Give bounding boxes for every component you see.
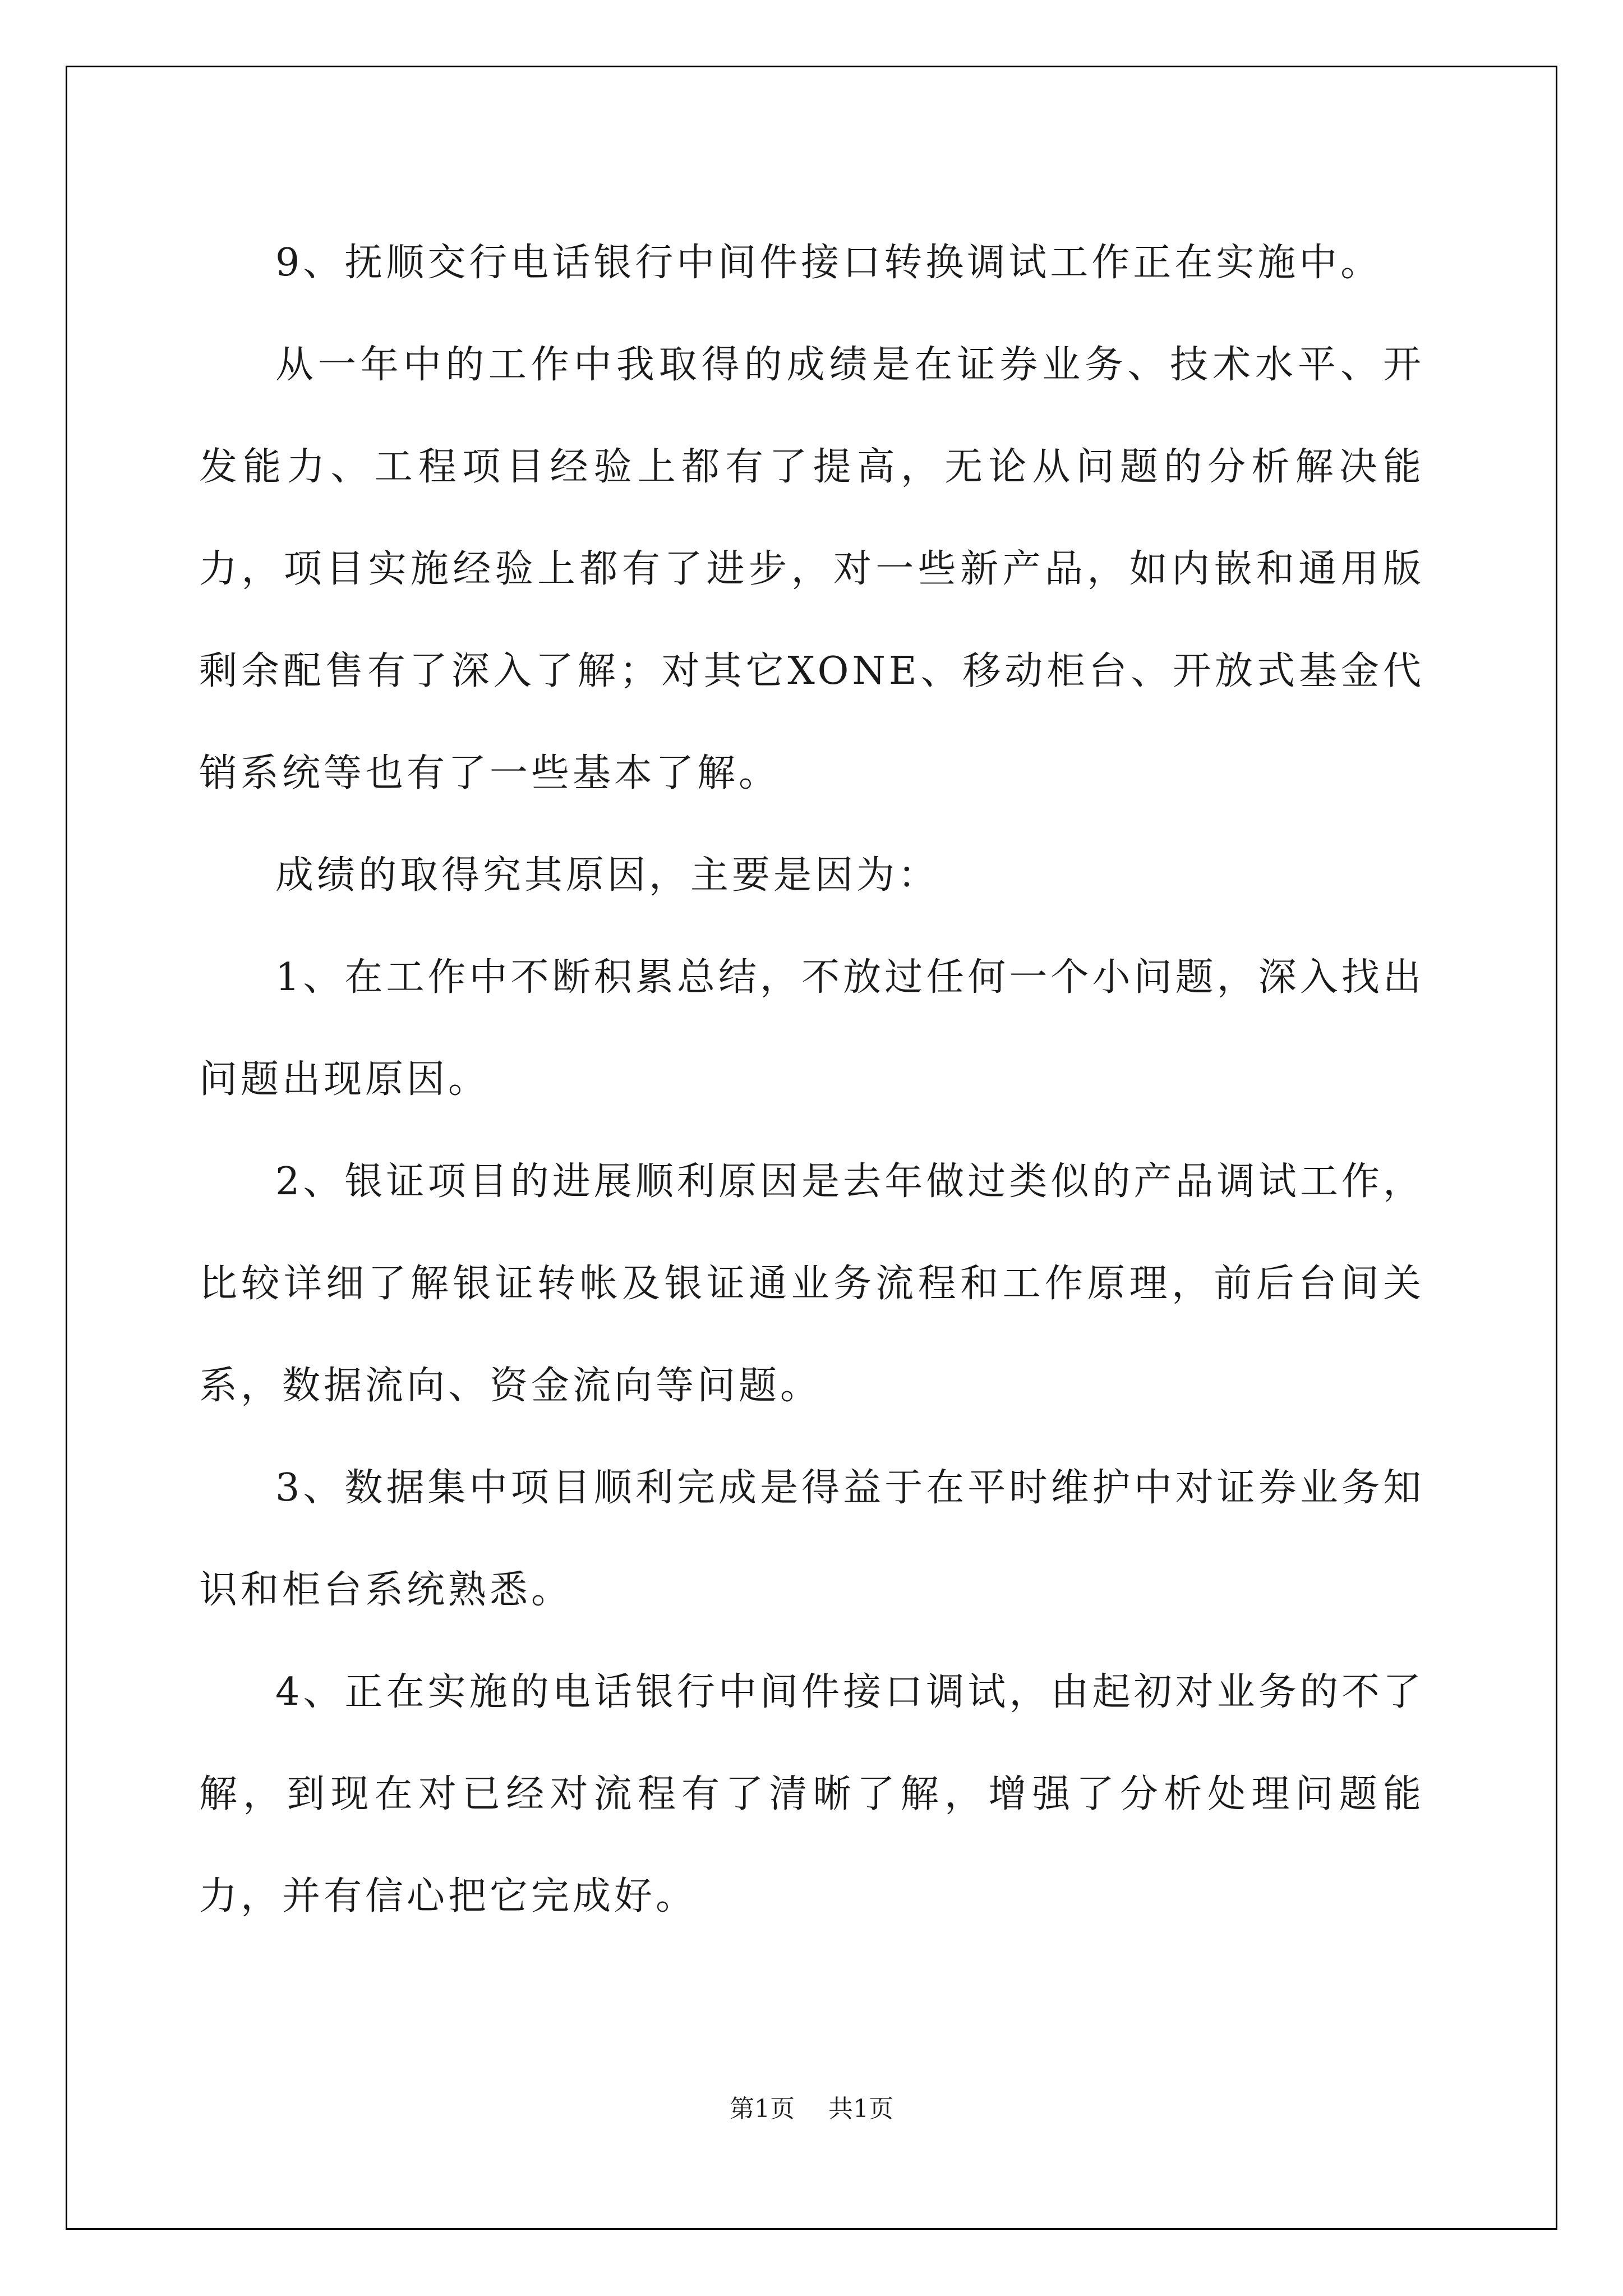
paragraph-reason-2: 2、银证项目的进展顺利原因是去年做过类似的产品调试工作，比较详细了解银证转帐及银证通业务流程和工作原理，前后台间关系，数据流向、资金流向等问题。 xyxy=(199,1159,1424,1408)
page-total: 共1页 xyxy=(828,2095,893,2123)
paragraph-reasons-intro: 成绩的取得究其原因，主要是因为： xyxy=(275,853,940,898)
page-footer xyxy=(0,2092,1623,2126)
paragraph-achievements: 从一年中的工作中我取得的成绩是在证券业务、技术水平、开发能力、工程项目经验上都有了提高，无论从问题的分析解决能力，项目实施经验上都有了进步，对一些新产品，如内嵌和通用版剩余配售有了深入了解；对其它XONE、移动柜台、开放式基金代销系统等也有了一些基本了解。 xyxy=(199,343,1424,795)
document-body xyxy=(199,212,1424,1948)
paragraph-item-9: 9、抚顺交行电话银行中间件接口转换调试工作正在实施中。 xyxy=(275,241,1382,285)
page-number: 第1页 xyxy=(730,2095,795,2123)
paragraph-reason-3: 3、数据集中项目顺利完成是得益于在平时维护中对证券业务知识和柜台系统熟悉。 xyxy=(199,1466,1424,1612)
paragraph-reason-4: 4、正在实施的电话银行中间件接口调试，由起初对业务的不了解，到现在对已经对流程有了清晰了解，增强了分析处理问题能力，并有信心把它完成好。 xyxy=(199,1670,1424,1918)
paragraph-reason-1: 1、在工作中不断积累总结，不放过任何一个小问题，深入找出问题出现原因。 xyxy=(199,955,1424,1102)
